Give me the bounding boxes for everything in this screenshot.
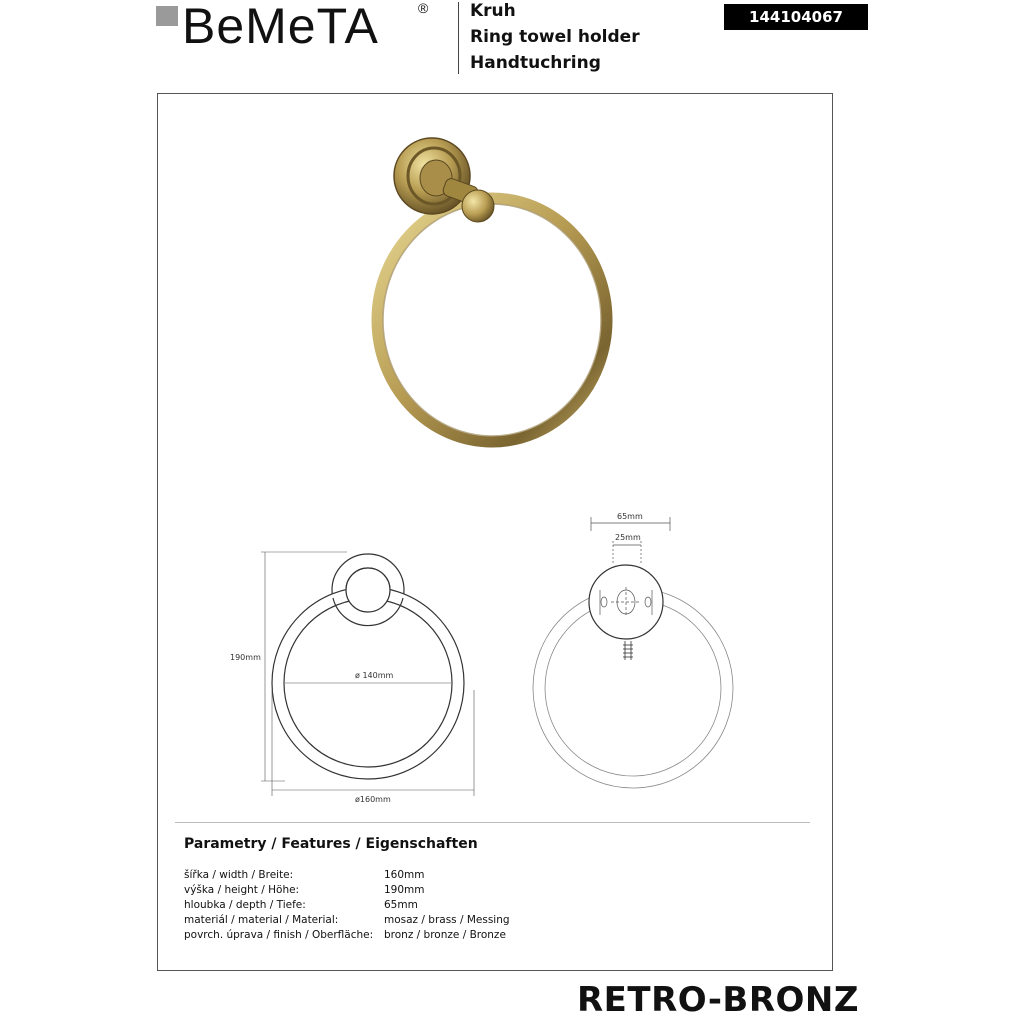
- spec-value: bronz / bronze / Bronze: [384, 929, 506, 941]
- registered-mark: ®: [418, 0, 429, 16]
- spec-value: mosaz / brass / Messing: [384, 914, 510, 926]
- spec-value: 65mm: [384, 899, 418, 911]
- product-name-cz: Kruh: [470, 1, 516, 21]
- product-name-en: Ring towel holder: [470, 27, 640, 47]
- inner-diameter-label: ø 140mm: [355, 671, 394, 680]
- brand-logo: BeMeTA: [182, 0, 379, 54]
- spec-label: šířka / width / Breite:: [184, 869, 294, 881]
- spec-label: materiál / material / Material:: [184, 914, 339, 926]
- spec-heading: Parametry / Features / Eigenschaften: [184, 836, 478, 852]
- ring-shadow: [383, 204, 601, 436]
- header-divider: [458, 2, 459, 74]
- base-label: 25mm: [615, 533, 641, 542]
- spec-divider: [175, 822, 810, 823]
- spec-value: 160mm: [384, 869, 425, 881]
- spec-value: 190mm: [384, 884, 425, 896]
- depth-label: 65mm: [617, 512, 643, 521]
- spec-label: povrch. úprava / finish / Oberfläche:: [184, 929, 374, 941]
- knob: [462, 190, 494, 222]
- height-label: 190mm: [230, 653, 261, 662]
- product-photo: [360, 130, 630, 450]
- spec-label: výška / height / Höhe:: [184, 884, 300, 896]
- ring-outer: [377, 198, 607, 442]
- logo-mark: [156, 6, 178, 26]
- side-view-drawing: [525, 505, 745, 795]
- spec-label: hloubka / depth / Tiefe:: [184, 899, 306, 911]
- product-name-de: Handtuchring: [470, 53, 601, 73]
- product-code: 144104067: [724, 4, 868, 30]
- outer-diameter-label: ø160mm: [355, 795, 391, 804]
- front-view-drawing: [225, 540, 495, 810]
- series-name: RETRO-BRONZ: [577, 980, 860, 1020]
